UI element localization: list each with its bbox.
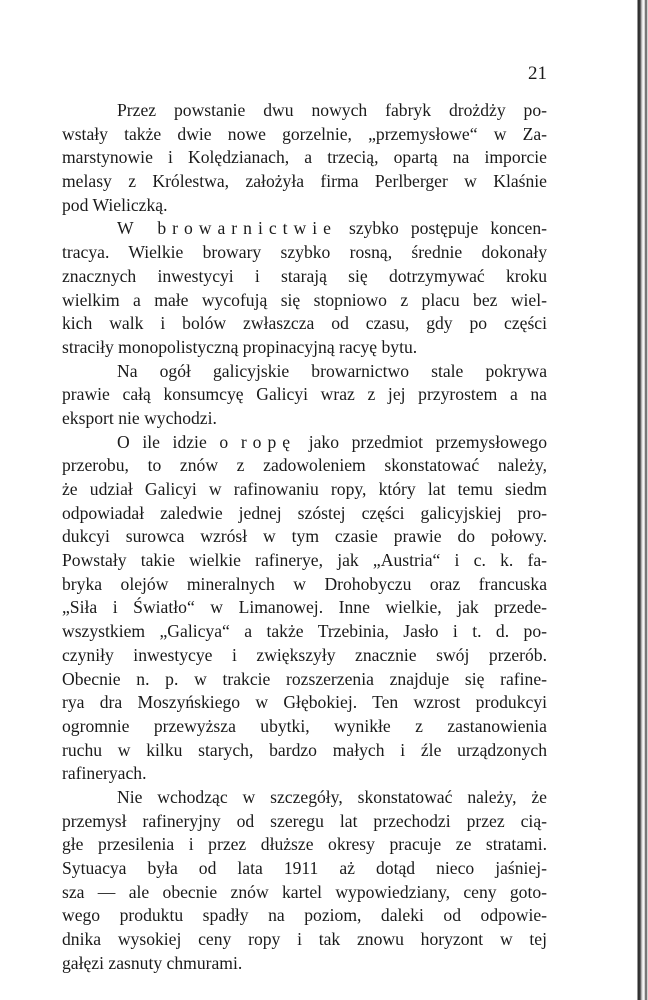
- text-line: marstynowie i Kolędzianach, a trzecią, opartą na imporcie: [62, 147, 547, 168]
- text-line: ruchu w kilku starych, bardzo małych i źle urządzonych: [62, 739, 547, 760]
- text-line: Przez powstanie dwu nowych fabryk drożdży po-: [117, 100, 547, 120]
- text-line: znacznych inwestycyi i starają się dotrzymywać kroku: [62, 265, 547, 286]
- text-line: [62, 217, 547, 241]
- text-line: Nie wchodząc w szczegóły, skonstatować należy, że: [117, 786, 547, 807]
- text-line: eksport nie wychodzi.: [62, 407, 217, 428]
- text-line: Obecnie n. p. w trakcie rozszerzenia znajduje się rafine-: [62, 668, 547, 689]
- text-fragment: O ile idzie o: [117, 431, 241, 452]
- text-line: gałęzi zasnuty chmurami.: [62, 952, 243, 973]
- text-line: „Siła i Światło“ w Limanowej. Inne wielkie, jak przede-: [62, 597, 547, 618]
- text-line: ogromnie przewyższa ubytki, wynikłe z zastanowienia: [62, 715, 547, 736]
- text-line: melasy z Królestwa, założyła firma Perlberger w Klaśnie: [62, 171, 547, 192]
- text-line: Na ogół galicyjskie browarnictwo stale pokrywa: [117, 360, 547, 381]
- text-line: kich walk i bolów zwłaszcza od czasu, gdy po części: [62, 313, 547, 334]
- text-line: przerobu, to znów z zadowoleniem skonstatować należy,: [62, 455, 547, 476]
- text-line: prawie całą konsumcyę Galicyi wraz z jej przyrostem a na: [62, 384, 547, 405]
- text-line: tracya. Wielkie browary szybko rosną, średnie dokonały: [62, 242, 547, 263]
- text-line: Sytuacya była od lata 1911 aż dotąd nieco jaśniej-: [62, 858, 547, 878]
- text-line: wszystkiem „Galicya“ a także Trzebinia, Jasło i t. d. po-: [62, 621, 547, 642]
- text-line: sza — ale obecnie znów kartel wypowiedziany, ceny goto-: [62, 881, 547, 902]
- text-line: bryka olejów mineralnych w Drohobyczu oraz francuska: [62, 573, 547, 594]
- text-line: dnika wysokiej ceny ropy i tak znowu horyzont w tej: [62, 929, 547, 950]
- body-text: [62, 99, 547, 975]
- text-line: odpowiadał zaledwie jednej szóstej części galicyjskiej pro-: [62, 502, 547, 523]
- spaced-emphasis: ropę: [240, 431, 297, 452]
- text-fragment: szybko postępuje koncen-: [336, 218, 547, 239]
- text-line: dukcyi surowca wzrósł w tym czasie prawie do połowy.: [62, 526, 547, 547]
- text-line: przemysł rafineryjny od szeregu lat przechodzi przez cią-: [62, 810, 547, 831]
- text-line: [62, 431, 547, 455]
- spaced-emphasis: W browarnictwie: [117, 218, 337, 239]
- text-line: Powstały takie wielkie rafinerye, jak „Austria“ i c. k. fa-: [62, 550, 547, 571]
- text-line: głe przesilenia i przez dłuższe okresy pracuje ze stratami.: [62, 834, 547, 855]
- text-line: wstały także dwie nowe gorzelnie, „przemysłowe“ w Za-: [62, 123, 547, 144]
- scan-page-edge: [634, 0, 648, 1000]
- text-line: wielkim a małe wycofują się stopniowo z placu bez wiel-: [62, 289, 547, 310]
- text-line: że udział Galicyi w rafinowaniu ropy, który lat temu siedm: [62, 479, 547, 499]
- text-line: rya dra Moszyńskiego w Głębokiej. Ten wzrost produkcyi: [62, 692, 547, 713]
- text-line: rafineryach.: [62, 763, 147, 784]
- text-line: pod Wieliczką.: [62, 194, 168, 215]
- page-number: 21: [528, 63, 547, 84]
- text-line: straciły monopolistyczną propinacyjną racyę bytu.: [62, 336, 418, 357]
- text-line: wego produktu spadły na poziom, daleki od odpowie-: [62, 905, 547, 926]
- text-fragment: jako przedmiot przemysłowego: [296, 431, 547, 452]
- text-line: czyniły inwestycye i zwiększyły znacznie swój przerób.: [62, 644, 547, 665]
